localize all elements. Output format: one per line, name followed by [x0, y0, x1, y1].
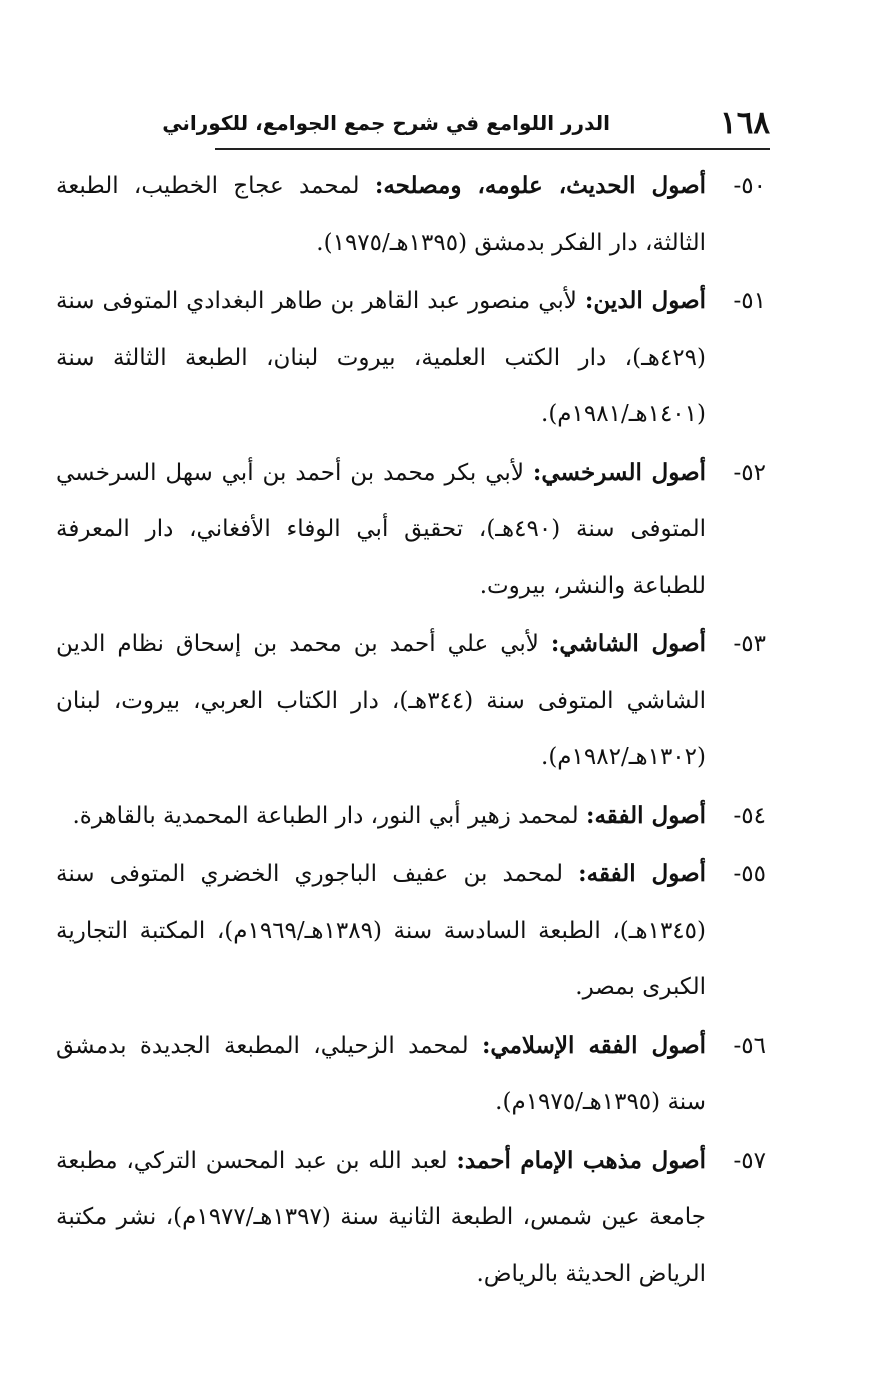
entry-title: أصول الشاشي: [550, 630, 706, 657]
entry-number: ٥٠- [733, 173, 766, 199]
entry-body: لأبي بكر محمد بن أحمد بن أبي سهل السرخسي المتوفى سنة (٤٩٠هـ)، تحقيق أبي الوفاء الأفغاني، دار المعرفة للطباعة والنشر، بيروت. [56, 459, 706, 599]
entry-body: لمحمد الزحيلي، المطبعة الجديدة بدمشق سنة (١٣٩٥هـ/١٩٧٥م). [56, 1032, 706, 1115]
entry-body: لمحمد زهير أبي النور، دار الطباعة المحمدية بالقاهرة. [72, 802, 579, 829]
entry-number: ٥٢- [733, 459, 766, 486]
entry-body: لعبد الله بن عبد المحسن التركي، مطبعة جامعة عين شمس، الطبعة الثانية سنة (١٣٩٧هـ/١٩٧٧م)، نشر مكتبة الرياض الحديثة بالرياض. [56, 1147, 706, 1287]
entry-number: ٥٧- [733, 1147, 766, 1174]
bibliography-entry [56, 1018, 766, 1131]
entry-body: لمحمد عجاج الخطيب، الطبعة الثالثة، دار الفكر بدمشق (١٣٩٥هـ/١٩٧٥). [56, 173, 706, 256]
bibliography-entry [56, 273, 766, 443]
page-number: ١٦٨ [720, 105, 770, 141]
entry-title: أصول الفقه الإسلامي: [481, 1031, 706, 1059]
entry-title: أصول الفقه: [585, 801, 706, 829]
entry-title: أصول مذهب الإمام أحمد: [456, 1146, 707, 1174]
entry-number: ٥٥- [733, 861, 766, 887]
entry-body: لأبي منصور عبد القاهر بن طاهر البغدادي المتوفى سنة (٤٢٩هـ)، دار الكتب العلمية، بيروت لبنان، الطبعة الثالثة سنة (١٤٠١هـ/١٩٨١م). [56, 288, 706, 427]
entry-number: ٥٤- [733, 802, 766, 829]
entry-title: أصول الدين: [584, 287, 707, 314]
entry-title: أصول الحديث، علومه، ومصلحه: [374, 172, 706, 199]
bibliography-entry [56, 616, 766, 786]
entry-title: أصول الفقه: [578, 860, 706, 887]
bibliography-entry [56, 788, 766, 845]
entry-body: لمحمد بن عفيف الباجوري الخضري المتوفى سنة (١٣٤٥هـ)، الطبعة السادسة سنة (١٣٨٩هـ/١٩٦٩م)، المكتبة التجارية الكبرى بمصر. [56, 861, 706, 1000]
header-rule [215, 148, 770, 150]
running-header [162, 104, 770, 146]
entry-number: ٥٣- [733, 631, 766, 657]
bibliography-entry [56, 158, 766, 271]
bibliography-list [56, 158, 766, 1304]
bibliography-entry [56, 1133, 766, 1303]
bibliography-entry [56, 846, 766, 1016]
entry-title: أصول السرخسي: [532, 458, 706, 486]
entry-number: ٥٦- [733, 1032, 766, 1059]
entry-number: ٥١- [733, 288, 766, 314]
bibliography-entry [56, 445, 766, 615]
running-title: الدرر اللوامع في شرح جمع الجوامع، للكوراني [162, 111, 610, 135]
entry-body: لأبي علي أحمد بن محمد بن إسحاق نظام الدين الشاشي المتوفى سنة (٣٤٤هـ)، دار الكتاب العربي، بيروت، لبنان (١٣٠٢هـ/١٩٨٢م). [56, 631, 706, 770]
